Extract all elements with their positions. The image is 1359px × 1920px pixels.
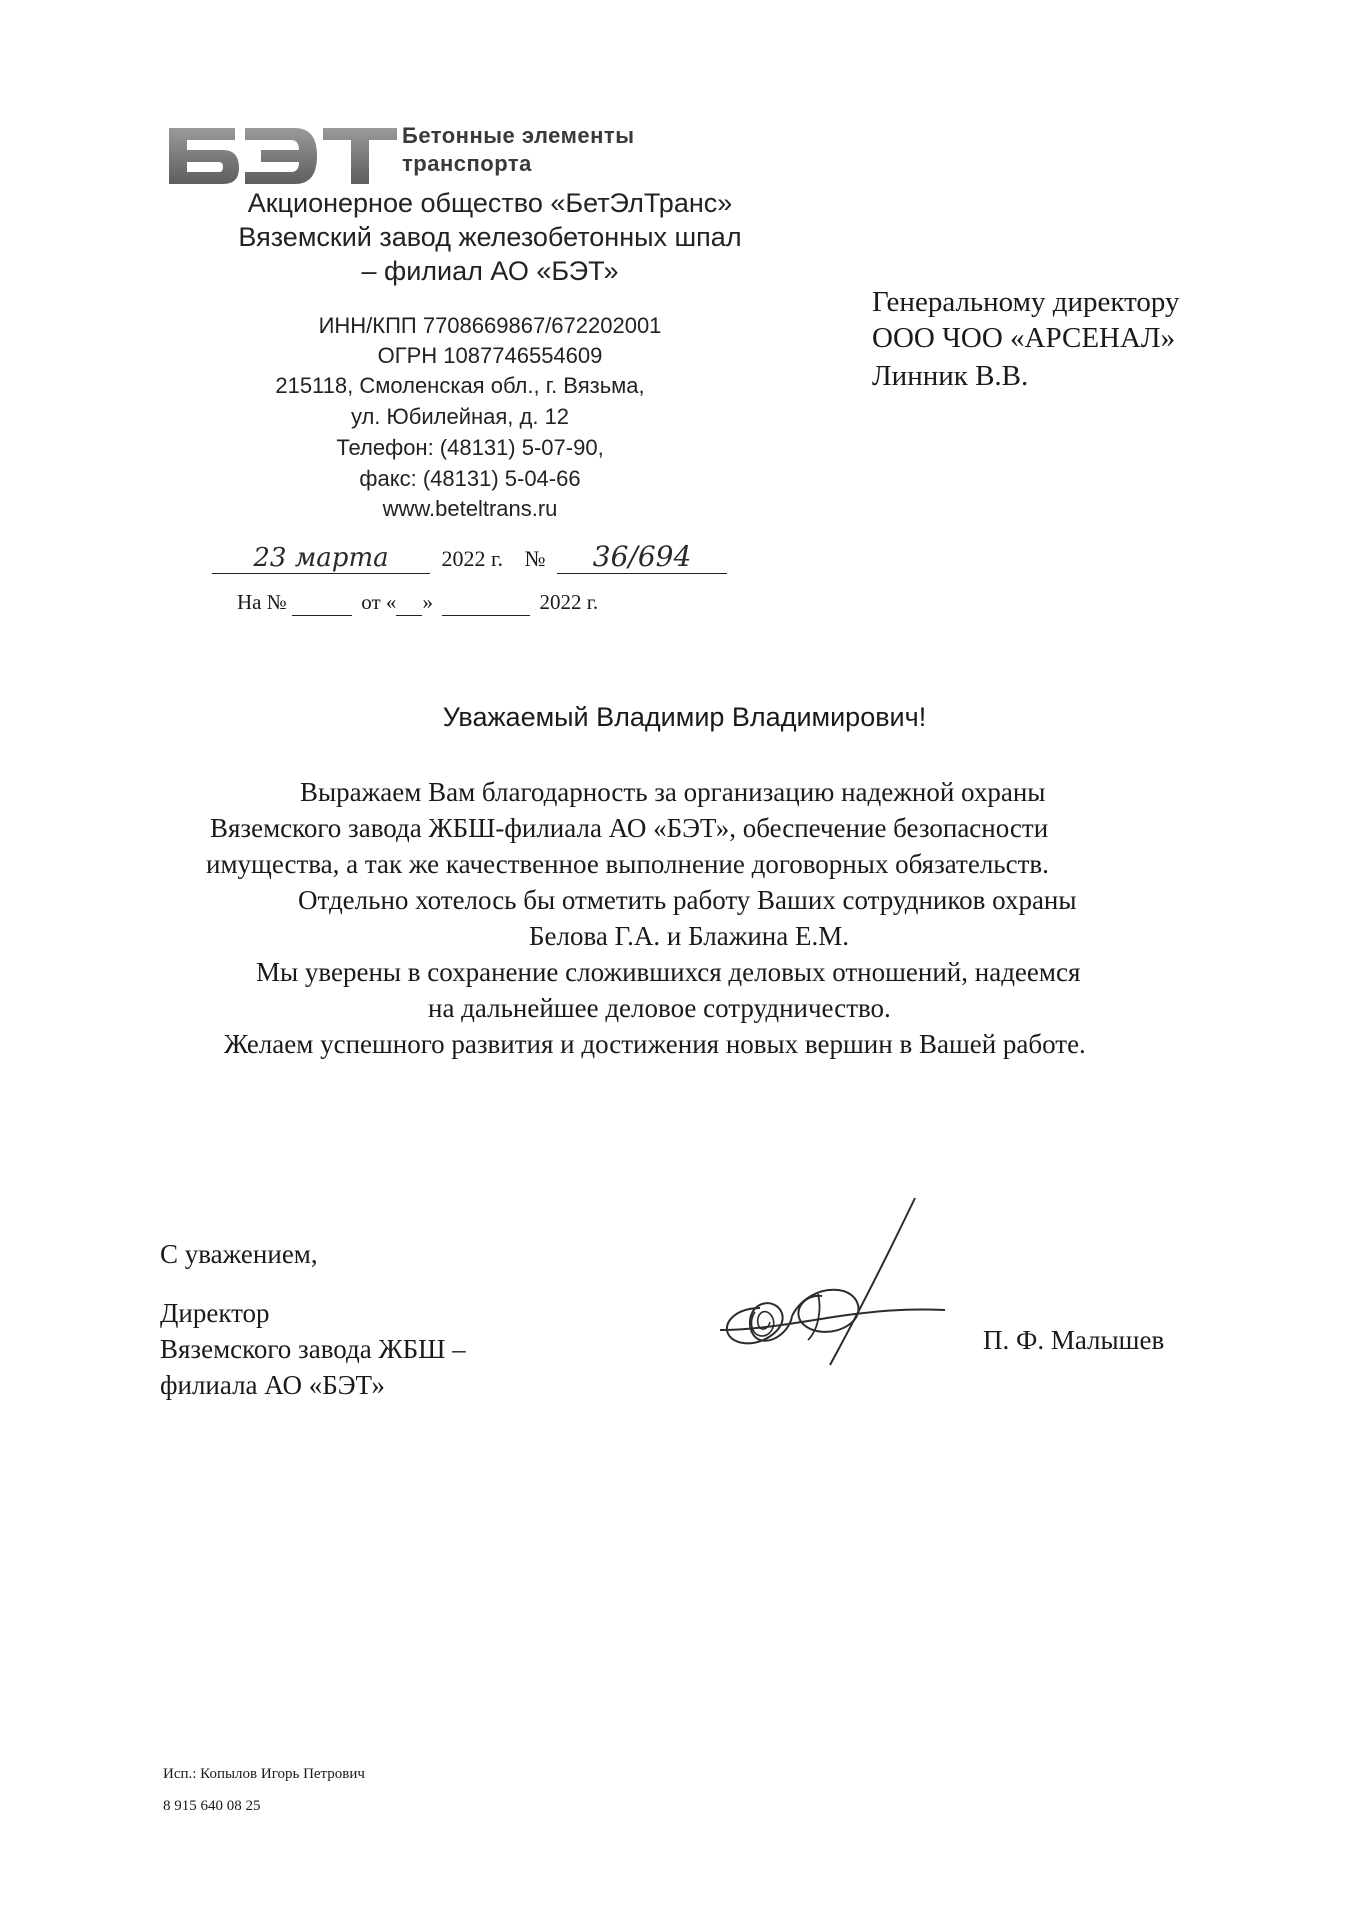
body-line-2: Вяземского завода ЖБШ-филиала АО «БЭТ», обеспечение безопасности (210, 813, 1049, 843)
sender-plant: Вяземский завод железобетонных шпал (238, 222, 742, 252)
reply-year: 2022 г. (539, 590, 599, 614)
body-line-4: Отдельно хотелось бы отметить работу Ваших сотрудников охраны (298, 885, 1077, 915)
reply-number-blank (292, 590, 352, 616)
closing: С уважением, (160, 1239, 318, 1269)
body-line-1: Выражаем Вам благодарность за организацию надежной охраны (300, 777, 1046, 807)
body-line-7: на дальнейшее деловое сотрудничество. (428, 993, 891, 1023)
executor-phone: 8 915 640 08 25 (163, 1798, 261, 1814)
signatory-title-2: Вяземского завода ЖБШ – (160, 1334, 466, 1364)
outgoing-year: 2022 г. (441, 546, 504, 571)
logo-tagline (402, 122, 635, 178)
signatory-name: П. Ф. Малышев (983, 1325, 1165, 1355)
logo-tagline-line-1: Бетонные элементы (402, 123, 635, 148)
signatory-title-3: филиала АО «БЭТ» (160, 1370, 385, 1400)
salutation: Уважаемый Владимир Владимирович! (442, 702, 927, 732)
outgoing-date-handwritten: 23 марта (212, 543, 430, 574)
sender-website: www.beteltrans.ru (382, 496, 558, 521)
outgoing-line (212, 540, 727, 574)
bet-logo-icon (165, 124, 405, 188)
body-line-5: Белова Г.А. и Блажина Е.М. (529, 921, 849, 951)
outgoing-number-label: № (524, 546, 546, 571)
reply-day-blank (396, 590, 422, 616)
reply-close-quote: » (422, 590, 433, 614)
reply-month-blank (442, 590, 530, 616)
reply-line (237, 590, 598, 616)
sender-fax: факс: (48131) 5-04-66 (359, 466, 581, 491)
reply-from-label: от « (361, 590, 397, 614)
handwritten-signature-icon (700, 1190, 960, 1380)
body-line-8: Желаем успешного развития и достижения новых вершин в Вашей работе. (224, 1029, 1086, 1059)
sender-address-1: 215118, Смоленская обл., г. Вязьма, (275, 373, 645, 398)
body-line-3: имущества, а так же качественное выполнение договорных обязательств. (206, 849, 1049, 879)
company-logo (165, 118, 685, 190)
addressee-position: Генеральному директору (872, 286, 1180, 318)
sender-inn-kpp: ИНН/КПП 7708669867/672202001 (318, 313, 662, 338)
reply-label: На № (237, 590, 287, 614)
addressee-company: ООО ЧОО «АРСЕНАЛ» (872, 322, 1176, 354)
addressee-name: Линник В.В. (872, 360, 1029, 392)
sender-company: Акционерное общество «БетЭлТранс» (247, 188, 733, 218)
logo-tagline-line-2: транспорта (402, 151, 532, 176)
executor: Исп.: Копылов Игорь Петрович (163, 1766, 365, 1782)
sender-phone: Телефон: (48131) 5-07-90, (336, 435, 604, 460)
body-line-6: Мы уверены в сохранение сложившихся деловых отношений, надеемся (256, 957, 1081, 987)
outgoing-number-handwritten: 36/694 (557, 540, 727, 574)
sender-branch: – филиал АО «БЭТ» (361, 256, 619, 286)
sender-address-2: ул. Юбилейная, д. 12 (350, 404, 570, 429)
signatory-title-1: Директор (160, 1298, 270, 1328)
sender-ogrn: ОГРН 1087746554609 (377, 343, 603, 368)
